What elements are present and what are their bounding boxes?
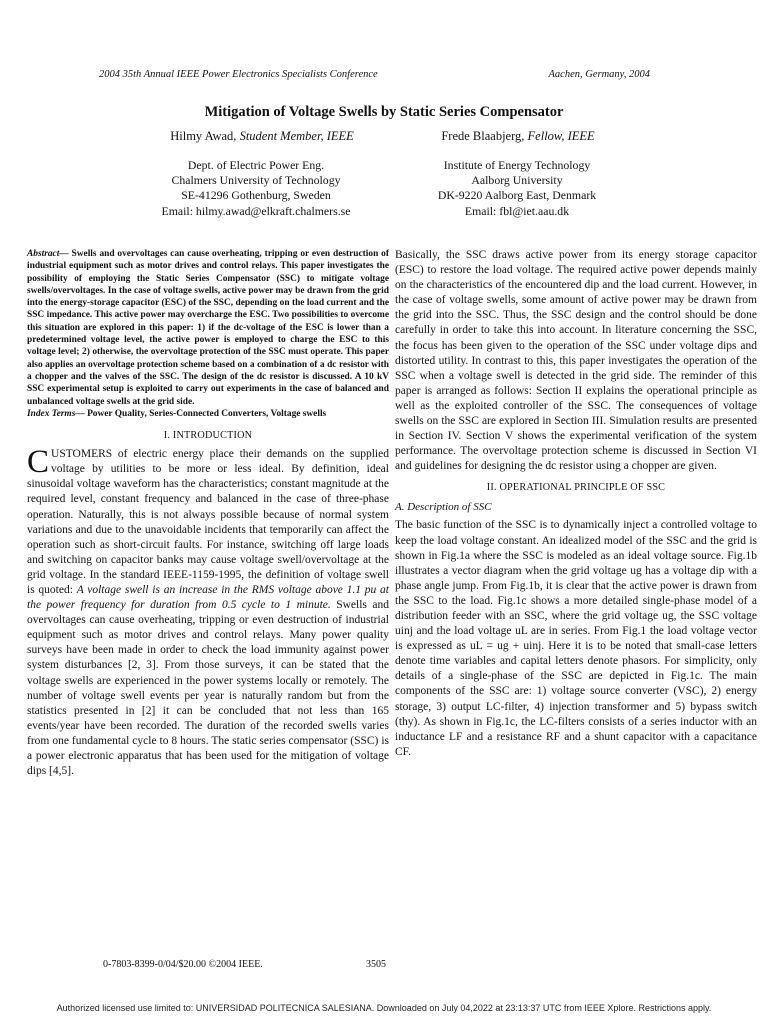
affiliation-line: Chalmers University of Technology (171, 173, 341, 188)
swell-definition-quote: A voltage swell is an increase in the RMS voltage above 1.1 pu at the power frequency for duration from 0.5 cycle to 1 minute. (27, 584, 390, 612)
intro-text-end: Swells and overvoltages can cause overheating, tripping or even destruction of industrial equipment such as motor drives and control relays. Many power quality surveys have been made in order to check the load immunity against power system disturbances [2, 3]. From those surveys, it can be stated that the voltage swells are experienced in the power systems locally or remotely. The number of voltage swell events per year is naturally random but from the statistics presented in [2] it can be concluded that not less than 165 events/year have been recorded. The duration of the recorded swells varies from one fundamental cycle to 8 hours. The static series compensator (SSC) is a power electronic apparatus that has been used for the mitigation of voltage dips [4,5]. (27, 599, 389, 778)
author-2-name: Frede Blaabjerg, (441, 129, 525, 143)
intro-paragraph (27, 444, 390, 779)
intro-text: USTOMERS of electric energy place their demands on the supplied voltage by utilities to be more or less ideal. By definition, ideal sinusoidal voltage waveform has the characteristics; constant magnitude at the required level, constant frequency and balanced in the case of three-phase operation. Naturally, this is not always possible because of normal system variations and due to the unavoidable incidents that temporarily can affect the operation such as short-circuit faults. For instance, switching off large loads and switching on capacitor banks may cause voltage swell/overvoltage at the grid voltage. In the standard IEEE-1159-1995, the definition of voltage swell is quoted: (27, 448, 389, 596)
abstract (27, 248, 389, 408)
author-2 (368, 129, 668, 144)
intro-paragraph-2: Basically, the SSC draws active power from its energy storage capacitor (ESC) to restore the load voltage. The required active power depends mainly on the characteristics of the encountered dip and the load current. However, in the case of voltage swells, some amount of active power may be drawn from the grid into the SSC. Thus, the SSC design and the control should be done carefully in order to take this into account. In literature concerning the SSC, the focus has been given to the operation of the SSC under voltage dips and distorted utility. In contrast to this, this paper investigates the operation of the SSC when a voltage swell is detected in the grid side. The reminder of this paper is arranged as follows: Section II explains the operational principle as well as the exploited controller of the SSC. The consequences of voltage swells on the SSC are explored in Section III. Simulation results are presented in Section IV. Section V shows the experimental verification of the system performance. The overvoltage protection scheme is discussed in Section VI and guidelines for designing the dc resistor using a chopper are given. (395, 249, 757, 473)
right-column (395, 248, 757, 760)
page-number: 3505 (366, 959, 386, 970)
affiliation-line: DK-9220 Aalborg East, Denmark (437, 188, 597, 203)
index-terms-text: Power Quality, Series-Connected Converters, Voltage swells (84, 408, 327, 419)
author-1-role: Student Member, IEEE (239, 129, 354, 143)
running-header-conference: 2004 35th Annual IEEE Power Electronics Specialists Conference (99, 69, 378, 80)
author-1 (112, 129, 412, 144)
author-2-email: Email: fbl@iet.aau.dk (464, 203, 570, 218)
affiliation-line: Institute of Energy Technology (443, 158, 591, 172)
abstract-label: Abstract— (27, 249, 69, 259)
author-1-email: Email: hilmy.awad@elkraft.chalmers.se (161, 203, 351, 218)
description-paragraph: The basic function of the SSC is to dynamically inject a controlled voltage to keep the load voltage constant. An idealized model of the SSC and the grid is shown in Fig.1a where the SSC is modeled as an ideal voltage source. Fig.1b illustrates a vector diagram when the grid voltage ug has a voltage dip with a phase angle jump. From Fig.1b, it is clear that the active power is drawn from the SSC to the load. Fig.1c shows a more detailed single-phase model of a distribution feeder with an SSC, where the grid voltage ug, the SSC voltage uinj and the load voltage uL are in series. From Fig.1 the load voltage vector is expressed as uL = ug + uinj. Here it is to be noted that small-case letters denote time variables and capital letters denote phasors. For simplicity, only details of a single-phase of the SSC are depicted in Fig.1c. The main components of the SSC are: 1) voltage source converter (VSC), 2) energy storage, 3) output LC-filter, 4) injection transformer and 5) bypass switch (thy). As shown in Fig.1c, the LC-filters consists of a series inductor with an inductance LF and a resistance RF and a shunt capacitor with a capacitance CF. (395, 519, 757, 758)
section-heading-operational-principle: II. OPERATIONAL PRINCIPLE OF SSC (486, 482, 666, 494)
author-1-name: Hilmy Awad, (170, 129, 237, 143)
author-2-affiliation (367, 158, 667, 219)
author-2-role: Fellow, IEEE (527, 129, 595, 143)
affiliation-line: Aalborg University (471, 173, 563, 188)
author-1-affiliation (106, 158, 406, 219)
affiliation-line: SE-41296 Gothenburg, Sweden (181, 188, 331, 203)
abstract-text: Swells and overvoltages can cause overheating, tripping or even destruction of industrial equipment such as motor drives and control relays. This paper investigates the possibility of employing the Static Series Compensator (SSC) to mitigate voltage swells/overvoltages. In the case of voltage swells, active power may be drawn from the grid into the energy-storage capacitor (ESC) of the SSC, depending on the load current and the SSC impedance. This active power may overcharge the ESC. Two possibilities to overcome this situation are explored in this paper: 1) if the dc-voltage of the ESC is lower than a predetermined voltage level, the active power is employed to charge the ESC to this voltage level; 2) otherwise, the overvoltage protection of the SSC must operate. This paper also applies an overvoltage protection scheme based on a combination of a dc resistor with a chopper and the valves of the SSC. The design of the dc resistor is discussed. A 10 kV SSC experimental setup is exploited to carry out experiments in the case of balanced and unbalanced voltage swells at the grid side. (27, 249, 389, 407)
copyright-notice: 0-7803-8399-0/04/$20.00 ©2004 IEEE. (103, 959, 263, 970)
running-header-location: Aachen, Germany, 2004 (548, 69, 650, 80)
paper-title: Mitigation of Voltage Swells by Static Series Compensator (204, 104, 564, 120)
drop-cap: C (27, 444, 50, 481)
section-heading-introduction: I. INTRODUCTION (163, 430, 253, 442)
index-terms (27, 408, 389, 420)
affiliation-line: Dept. of Electric Power Eng. (187, 158, 325, 172)
left-column (27, 248, 389, 779)
index-terms-label: Index Terms— (27, 408, 85, 419)
subsection-heading-description: A. Description of SSC (395, 501, 492, 514)
license-footer: Authorized licensed use limited to: UNIVERSIDAD POLITECNICA SALESIANA. Downloaded on July 04,2022 at 23:13:37 UTC from IEEE Xplore. Restrictions apply. (56, 1003, 712, 1013)
